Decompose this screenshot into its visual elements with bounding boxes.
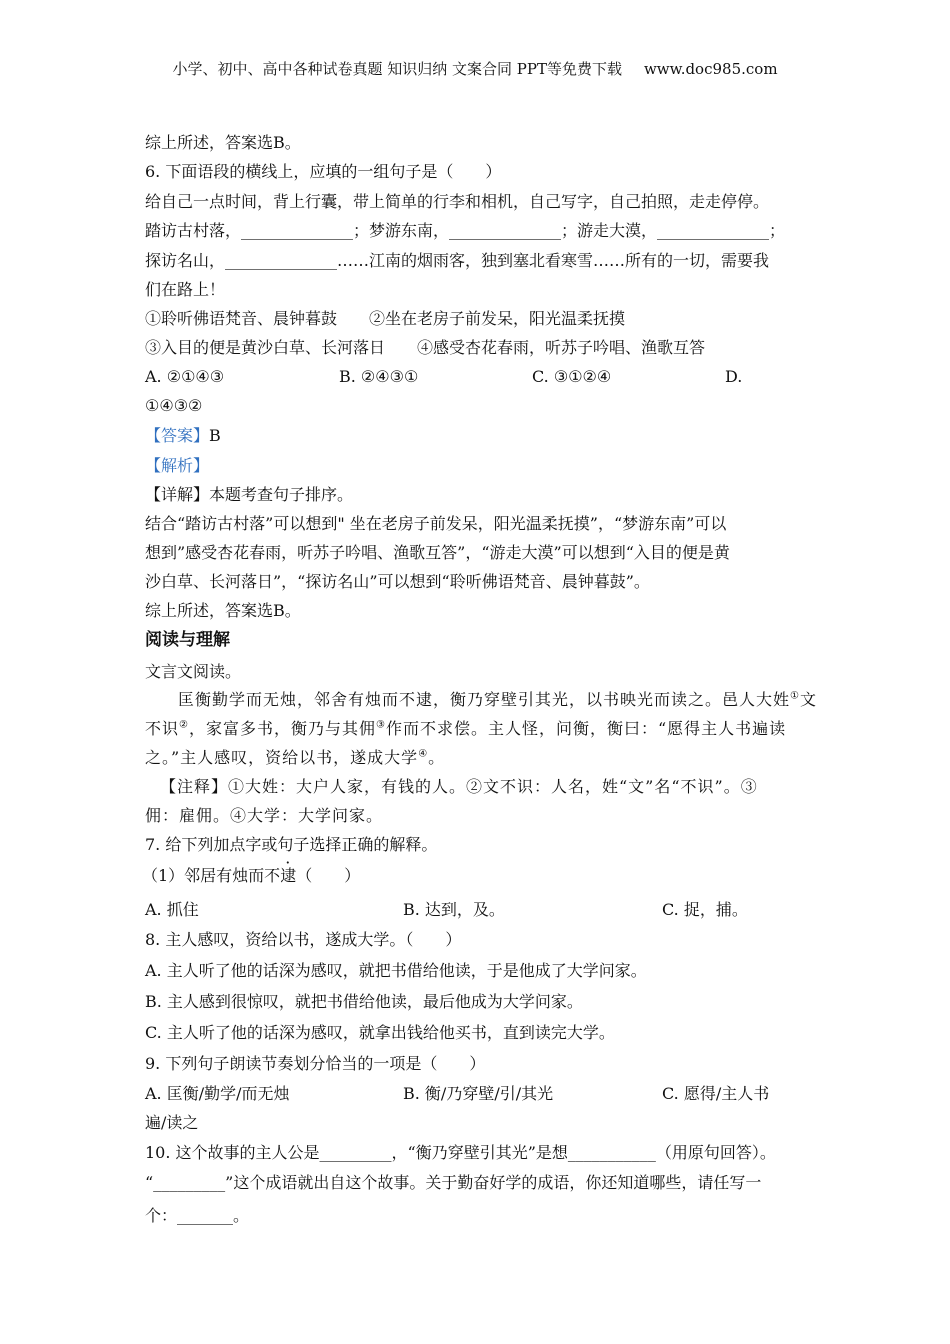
classical-text: ，家富多书，衡乃与其佣 (188, 719, 376, 738)
q7-choice-a: A. 抓住 (145, 900, 199, 919)
q10-line-2: “_________”这个成语就出自这个故事。关于勤奋好学的成语，你还知道哪些，请任写一 (145, 1173, 762, 1192)
q6-expl-3: 沙白草、长河落日”，“探访名山”可以想到“聆听佛语梵音、晨钟暮鼓”。 (145, 572, 650, 591)
q6-choice-c: C. ③①②④ (532, 367, 612, 386)
classical-text: 不识 (145, 719, 180, 738)
q8-choice-c: C. 主人听了他的话深为感叹，就拿出钱给他买书，直到读完大学。 (145, 1023, 615, 1042)
q9-choice-a: A. 匡衡/勤学/而无烛 (145, 1084, 290, 1103)
classical-line-2 (145, 719, 786, 739)
q6-options-34: ③入目的便是黄沙白草、长河落日 ④感受杏花春雨，听苏子吟唱、渔歌互答 (145, 338, 706, 357)
notes-line-2: 佣：雇佣。④大学：大学问家。 (145, 806, 384, 825)
footnote-mark: ④ (418, 748, 429, 760)
q8-choice-b: B. 主人感到很惊叹，就把书借给他读，最后他成为大学问家。 (145, 992, 583, 1011)
q6-p3: 探访名山，______________……江南的烟雨客，独到塞北看寒雪……所有的一切，需要我 (145, 251, 770, 270)
answer-tag: 【答案】 (145, 426, 210, 445)
footnote-mark: ② (179, 719, 189, 731)
q6-summary: 综上所述，答案选B。 (145, 601, 301, 620)
q6-p4: 们在路上！ (145, 280, 226, 299)
q9-choice-c-cont: 遍/读之 (145, 1113, 199, 1132)
q6-options-12: ①聆听佛语梵音、晨钟暮鼓 ②坐在老房子前发呆，阳光温柔抚摸 (145, 309, 626, 328)
q9-title: 9. 下列句子朗读节奏划分恰当的一项是（ ） (145, 1054, 486, 1073)
classical-text: 匡衡勤学而无烛，邻舍有烛而不逮，衡乃穿壁引其光，以书映光而读之。邑人大姓 (178, 690, 791, 709)
footnote-mark: ③ (376, 719, 386, 731)
q6-answer (145, 426, 221, 446)
q6-p2: 踏访古村落，______________；梦游东南，______________；游走大漠，______________； (145, 221, 786, 240)
q10-line-3: 个：_______。 (145, 1206, 250, 1225)
q10-line-1: 10. 这个故事的主人公是_________，“衡乃穿壁引其光”是想___________（用原句回答）。 (145, 1143, 776, 1162)
page-header (0, 58, 950, 79)
classical-text: 之。”主人感叹，资给以书，遂成大学 (145, 748, 419, 767)
q7-title: 7. 给下列加点字或句子选择正确的解释。 (145, 835, 438, 854)
q6-p1: 给自己一点时间，背上行囊，带上简单的行李和相机，自己写字，自己拍照，走走停停。 (145, 192, 770, 211)
q6-expl-1: 结合“踏访古村落”可以想到" 坐在老房子前发呆，阳光温柔抚摸”，“梦游东南”可以 (145, 514, 727, 533)
q9-choice-b: B. 衡/乃穿壁/引/其光 (403, 1084, 554, 1103)
q6-choice-a: A. ②①④③ (145, 367, 225, 386)
q7-sub (142, 866, 360, 886)
classical-text: 。 (428, 748, 446, 767)
q7-choice-b: B. 达到，及。 (403, 900, 505, 919)
q8-choice-a: A. 主人听了他的话深为感叹，就把书借给他读，于是他成了大学问家。 (145, 961, 647, 980)
q7-choice-c: C. 捉，捕。 (662, 900, 748, 919)
answer-value: B (209, 426, 221, 445)
classical-intro: 文言文阅读。 (145, 662, 242, 681)
classical-line-1 (178, 690, 817, 710)
q8-title: 8. 主人感叹，资给以书，遂成大学。（ ） (145, 930, 462, 949)
classical-line-3 (145, 748, 445, 768)
summary-line: 综上所述，答案选B。 (145, 133, 301, 152)
footnote-mark: ① (790, 690, 800, 702)
q6-choice-d-cont: ①④③② (145, 396, 203, 415)
header-text: 小学、初中、高中各种试卷真题 知识归纳 文案合同 PPT等免费下载 (172, 60, 622, 78)
q6-analysis-tag: 【解析】 (145, 456, 210, 475)
classical-text: 作而不求偿。主人怪，问衡，衡曰：“愿得主人书遍读 (385, 719, 787, 738)
classical-text: 文 (799, 690, 817, 709)
q7-sub-paren: （ ） (296, 866, 361, 885)
q7-sub-text: （1）邻居有烛而不 (142, 866, 281, 885)
q9-choice-c: C. 愿得/主人书 (662, 1084, 770, 1103)
q6-detail: 【详解】本题考查句子排序。 (145, 485, 354, 504)
header-site: www.doc985.com (643, 60, 778, 78)
notes-line-1: 【注释】①大姓：大户人家，有钱的人。②文不识：人名，姓“文”名“不识”。③ (160, 777, 758, 796)
q6-expl-2: 想到”感受杏花春雨，听苏子吟唱、渔歌互答”，“游走大漠”可以想到“入目的便是黄 (145, 543, 730, 562)
section-title: 阅读与理解 (145, 630, 230, 650)
q6-choice-d: D. (725, 367, 743, 386)
dotted-char: 逮 (280, 866, 297, 885)
q6-choice-b: B. ②④③① (339, 367, 419, 386)
q6-title: 6. 下面语段的横线上，应填的一组句子是（ ） (145, 162, 502, 181)
